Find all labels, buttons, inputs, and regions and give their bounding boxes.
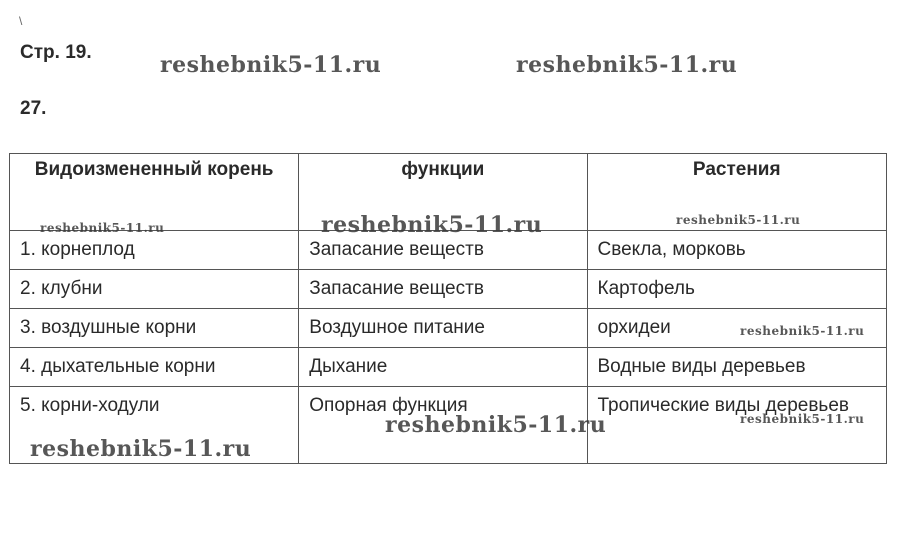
table-cell: Свекла, морковь xyxy=(587,231,887,270)
watermark: reshebnik5-11.ru xyxy=(40,221,165,235)
watermark: reshebnik5-11.ru xyxy=(740,324,865,338)
table-row xyxy=(10,387,887,464)
table-row xyxy=(10,231,887,270)
table-row xyxy=(10,270,887,309)
watermark: reshebnik5-11.ru xyxy=(676,213,801,227)
table-cell: 4. дыхательные корни xyxy=(10,348,299,387)
table-cell: орхидеи xyxy=(587,309,887,348)
stray-mark: \ xyxy=(19,14,23,28)
watermark: reshebnik5-11.ru xyxy=(740,412,865,426)
watermark: reshebnik5-11.ru xyxy=(321,212,543,238)
table-cell: Опорная функция xyxy=(299,387,587,464)
root-modifications-table xyxy=(9,153,887,464)
table-row xyxy=(10,348,887,387)
table-cell: 2. клубни xyxy=(10,270,299,309)
table-header-row xyxy=(10,154,887,231)
table-row xyxy=(10,309,887,348)
page-reference: Стр. 19. xyxy=(20,42,92,63)
watermark: reshebnik5-11.ru xyxy=(160,52,382,78)
table-cell: Тропические виды деревьев xyxy=(587,387,887,464)
task-number: 27. xyxy=(20,98,47,119)
table-cell: Запасание веществ xyxy=(299,231,587,270)
watermark: reshebnik5-11.ru xyxy=(516,52,738,78)
table-cell: 5. корни-ходули xyxy=(10,387,299,464)
table-cell: Дыхание xyxy=(299,348,587,387)
table-cell: Запасание веществ xyxy=(299,270,587,309)
header-cell-plants: Растения xyxy=(587,154,887,231)
table-cell: Картофель xyxy=(587,270,887,309)
header-cell-functions: функции xyxy=(299,154,587,231)
table-cell: Воздушное питание xyxy=(299,309,587,348)
table-cell: 3. воздушные корни xyxy=(10,309,299,348)
table-cell: Водные виды деревьев xyxy=(587,348,887,387)
header-cell-modified-root: Видоизмененный корень xyxy=(10,154,299,231)
table-cell: 1. корнеплод xyxy=(10,231,299,270)
watermark: reshebnik5-11.ru xyxy=(30,436,252,462)
watermark: reshebnik5-11.ru xyxy=(385,412,607,438)
